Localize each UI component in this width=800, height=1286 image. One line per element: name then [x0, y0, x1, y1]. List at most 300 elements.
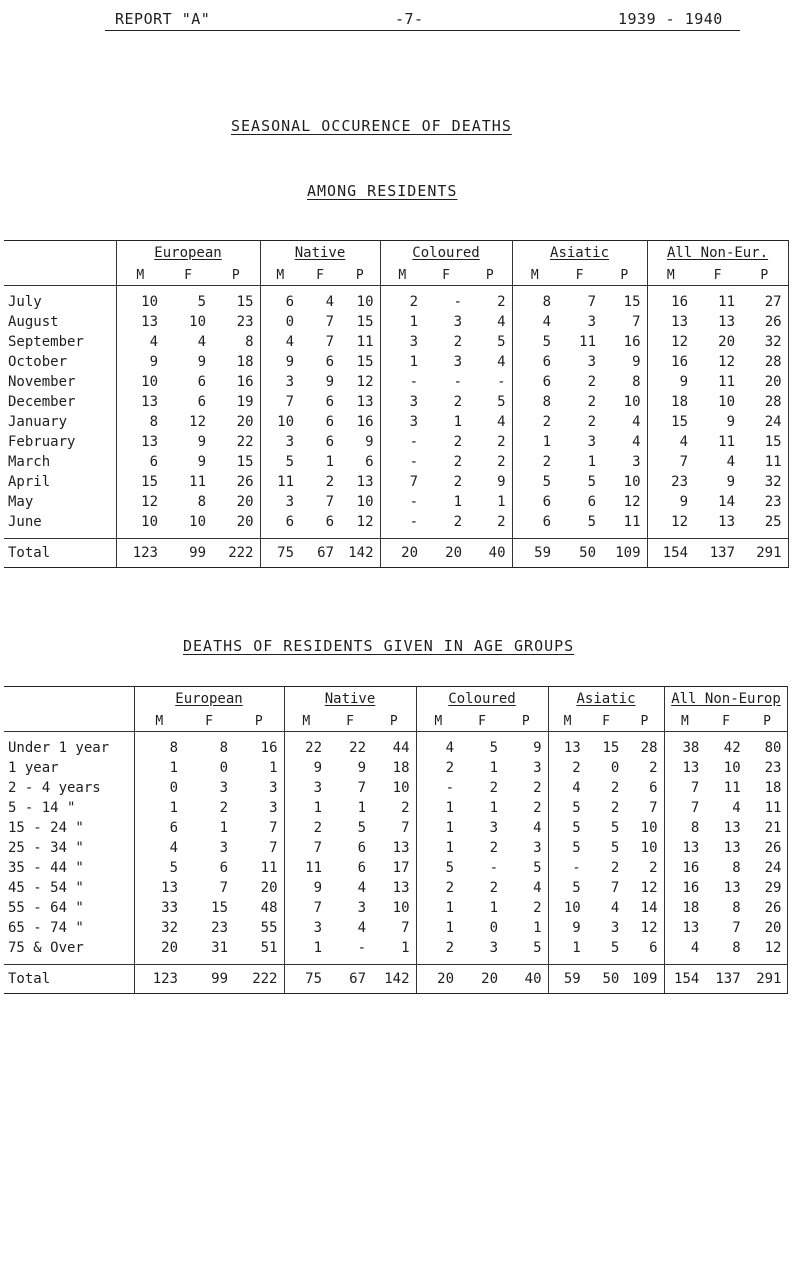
table-cell: 44	[372, 732, 416, 759]
table-cell: 5	[445, 860, 455, 876]
table-cell: 7	[372, 918, 416, 938]
table-cell: -	[409, 494, 419, 510]
table-cell: 16	[234, 732, 284, 759]
total-cell: 137	[694, 539, 741, 568]
table-cell: 11	[723, 780, 741, 796]
table-cell: 7	[234, 818, 284, 838]
table-cell: 11	[602, 512, 647, 539]
total-cell: 67	[328, 965, 372, 994]
table-cell: 9	[325, 374, 334, 390]
table-cell: -	[468, 372, 512, 392]
table-cell: 8	[602, 372, 647, 392]
table-cell: 13	[340, 392, 380, 412]
table-cell: 13	[671, 314, 689, 330]
table-cell: 6	[197, 394, 206, 410]
table-cell: 10	[189, 314, 206, 330]
total-cell: 20	[416, 965, 460, 994]
table-cell: 5	[542, 334, 552, 350]
table-cell: 9	[357, 760, 366, 776]
row-label: August	[4, 312, 116, 332]
table-cell: 9	[679, 494, 689, 510]
total-cell: 20	[460, 965, 504, 994]
table-cell: 12	[625, 878, 664, 898]
table-cell: 4	[197, 334, 206, 350]
table-cell: 7	[610, 880, 620, 896]
table-cell: 3	[453, 314, 463, 330]
table-cell: 5	[504, 858, 548, 878]
table-cell: 16	[682, 880, 700, 896]
table-cell: -	[409, 454, 419, 470]
table-cell: 10	[277, 414, 294, 430]
table-cell: 2	[625, 858, 664, 878]
table-cell: 12	[189, 414, 206, 430]
row-label: 2 - 4 years	[4, 778, 134, 798]
table-cell: 2	[504, 798, 548, 818]
report-years: 1939 - 1940	[618, 10, 723, 28]
table-cell: 29	[747, 878, 788, 898]
table-cell: 3	[489, 940, 499, 956]
total-cell: 154	[647, 539, 694, 568]
table-cell: 26	[741, 312, 788, 332]
sub-header: P	[625, 711, 664, 732]
table-cell: 1	[313, 800, 322, 816]
group-header	[416, 687, 548, 712]
row-label: October	[4, 352, 116, 372]
table-cell: 15	[741, 432, 788, 452]
table-cell: 27	[741, 286, 788, 313]
table-cell: 1	[409, 354, 419, 370]
table-cell: 5	[468, 332, 512, 352]
table-cell: 6	[542, 514, 552, 530]
table-cell: 8	[219, 740, 228, 756]
table-cell: 23	[741, 492, 788, 512]
table-cell: 7	[409, 474, 419, 490]
table-cell: 4	[602, 412, 647, 432]
table-cell: 22	[305, 740, 322, 756]
total-cell: 20	[380, 539, 424, 568]
table-cell: 6	[325, 354, 334, 370]
row-label: 15 - 24 "	[4, 818, 134, 838]
table-cell: 1	[489, 760, 499, 776]
table-cell: 3	[219, 780, 228, 796]
total-cell: 50	[587, 965, 626, 994]
table-cell: 1	[313, 940, 322, 956]
table-cell: 10	[340, 286, 380, 313]
row-label: May	[4, 492, 116, 512]
table-cell: 9	[340, 432, 380, 452]
header-rule	[105, 30, 740, 31]
seasonal-table	[4, 240, 789, 568]
table-cell: 13	[723, 840, 741, 856]
table-row	[4, 838, 788, 858]
table-row	[4, 432, 788, 452]
table-cell: 8	[542, 394, 552, 410]
table-row	[4, 412, 788, 432]
table-cell: 6	[285, 294, 294, 310]
table-cell: 12	[340, 372, 380, 392]
table-row	[4, 778, 788, 798]
table-cell: 26	[747, 898, 788, 918]
table-cell: 9	[285, 354, 294, 370]
table-cell: 10	[340, 492, 380, 512]
table-cell: 2	[489, 840, 499, 856]
table-cell: 18	[747, 778, 788, 798]
table-cell: 8	[149, 414, 158, 430]
table-row	[4, 312, 788, 332]
group-header-label: Native	[294, 245, 346, 261]
table-row	[4, 492, 788, 512]
sub-header: M	[380, 265, 424, 286]
table-cell: 13	[682, 920, 700, 936]
age-title: DEATHS OF RESIDENTS GIVEN IN AGE GROUPS	[183, 637, 575, 655]
table-cell: 2	[453, 514, 463, 530]
row-label: June	[4, 512, 116, 539]
sub-header: P	[212, 265, 260, 286]
table-row	[4, 798, 788, 818]
row-label: 25 - 34 "	[4, 838, 134, 858]
total-cell: 99	[184, 965, 234, 994]
table-cell: 1	[234, 758, 284, 778]
table-cell: 11	[718, 374, 736, 390]
table-cell: 7	[325, 494, 334, 510]
table-row	[4, 918, 788, 938]
table-cell: 15	[340, 312, 380, 332]
table-cell: 7	[372, 818, 416, 838]
table-cell: 20	[161, 940, 178, 956]
table-cell: 32	[161, 920, 178, 936]
table-cell: 3	[219, 840, 228, 856]
table-cell: 1	[445, 820, 455, 836]
table-cell: 2	[542, 414, 552, 430]
table-cell: 15	[211, 900, 228, 916]
sub-header: P	[602, 265, 647, 286]
table-cell: 13	[718, 314, 736, 330]
table-cell: 18	[372, 758, 416, 778]
table-cell: 3	[409, 414, 419, 430]
group-header	[260, 241, 380, 266]
table-cell: 23	[671, 474, 689, 490]
table-cell: 4	[445, 740, 455, 756]
table-cell: 15	[212, 286, 260, 313]
total-label: Total	[4, 965, 134, 994]
row-label: 5 - 14 "	[4, 798, 134, 818]
table-cell: 2	[587, 394, 597, 410]
table-cell: 2	[504, 898, 548, 918]
sub-header: M	[664, 711, 705, 732]
table-cell: 13	[723, 820, 741, 836]
table-cell: 2	[453, 454, 463, 470]
table-cell: 10	[723, 760, 741, 776]
table-cell: 2	[219, 800, 228, 816]
table-cell: 4	[602, 432, 647, 452]
table-cell: 11	[718, 294, 736, 310]
table-cell: 2	[453, 394, 463, 410]
table-cell: 6	[542, 354, 552, 370]
table-cell: 3	[587, 434, 597, 450]
group-header-label: Native	[324, 691, 376, 707]
total-cell: 154	[664, 965, 705, 994]
table-cell: 2	[587, 374, 597, 390]
table-cell: 5	[572, 880, 581, 896]
table-cell: 0	[610, 760, 620, 776]
table-cell: 7	[690, 800, 700, 816]
sub-header: P	[747, 711, 788, 732]
table-cell: 7	[679, 454, 689, 470]
table-cell: 11	[234, 858, 284, 878]
report-label: REPORT "A"	[115, 10, 211, 28]
corner-cell	[4, 711, 134, 732]
table-cell: 10	[602, 472, 647, 492]
table-cell: 18	[682, 900, 700, 916]
table-cell: 20	[212, 492, 260, 512]
table-cell: 12	[747, 938, 788, 965]
table-cell: 4	[542, 314, 552, 330]
table-cell: 5	[572, 820, 581, 836]
table-cell: 6	[325, 394, 334, 410]
table-cell: 10	[602, 392, 647, 412]
sub-header: F	[557, 265, 602, 286]
table-cell: 2	[409, 294, 419, 310]
table-cell: 23	[212, 312, 260, 332]
table-cell: 8	[169, 740, 178, 756]
table-cell: 2	[489, 880, 499, 896]
table-cell: 13	[141, 314, 158, 330]
table-cell: 1	[445, 920, 455, 936]
table-cell: 5	[587, 474, 597, 490]
table-cell: 18	[212, 352, 260, 372]
sub-header: M	[116, 265, 164, 286]
table-cell: 3	[285, 434, 294, 450]
table-cell: 12	[340, 512, 380, 539]
sub-header: M	[284, 711, 328, 732]
table-cell: 4	[149, 334, 158, 350]
table-cell: 2	[372, 798, 416, 818]
table-row	[4, 472, 788, 492]
table-cell: 55	[234, 918, 284, 938]
table-cell: 8	[212, 332, 260, 352]
table-cell: 5	[542, 474, 552, 490]
table-cell: 4	[504, 878, 548, 898]
table-cell: 11	[579, 334, 597, 350]
table-cell: 20	[212, 412, 260, 432]
total-row	[4, 965, 788, 994]
table-cell: 1	[219, 820, 228, 836]
table-cell: 6	[542, 374, 552, 390]
table-cell: 7	[285, 394, 294, 410]
table-cell: 28	[625, 732, 664, 759]
table-cell: 10	[372, 898, 416, 918]
row-label: April	[4, 472, 116, 492]
group-header-label: Coloured	[412, 245, 480, 261]
table-cell: 25	[741, 512, 788, 539]
table-cell: 1	[504, 918, 548, 938]
table-cell: 1	[372, 938, 416, 965]
table-cell: 1	[489, 900, 499, 916]
table-cell: 9	[197, 434, 206, 450]
table-cell: 8	[732, 900, 741, 916]
total-cell: 40	[468, 539, 512, 568]
table-cell: 15	[602, 740, 620, 756]
table-cell: 9	[149, 354, 158, 370]
table-cell: 2	[468, 512, 512, 539]
corner-cell	[4, 265, 116, 286]
table-cell: 7	[587, 294, 597, 310]
table-cell: 11	[305, 860, 322, 876]
table-row	[4, 352, 788, 372]
sub-header: P	[741, 265, 788, 286]
table-cell: 3	[489, 820, 499, 836]
table-cell: 5	[285, 454, 294, 470]
table-cell: -	[445, 780, 455, 796]
table-cell: 38	[682, 740, 700, 756]
table-row	[4, 286, 788, 313]
table-cell: 2	[325, 474, 334, 490]
table-cell: 8	[732, 860, 741, 876]
table-row	[4, 732, 788, 759]
table-cell: 8	[197, 494, 206, 510]
table-cell: 2	[453, 474, 463, 490]
total-cell: 109	[625, 965, 664, 994]
table-cell: -	[453, 374, 463, 390]
table-cell: 2	[489, 780, 499, 796]
table-cell: 11	[189, 474, 206, 490]
seasonal-title: SEASONAL OCCURENCE OF DEATHS	[231, 117, 512, 135]
sub-header: F	[424, 265, 468, 286]
total-cell: 222	[234, 965, 284, 994]
table-cell: 15	[141, 474, 158, 490]
group-header-label: European	[175, 691, 243, 707]
table-cell: 2	[587, 414, 597, 430]
table-cell: 5	[357, 820, 366, 836]
sub-header: F	[460, 711, 504, 732]
total-row	[4, 539, 788, 568]
table-cell: 6	[285, 514, 294, 530]
table-cell: 1	[445, 840, 455, 856]
table-cell: 13	[718, 514, 736, 530]
sub-header: M	[416, 711, 460, 732]
table-cell: 3	[285, 374, 294, 390]
table-cell: 16	[340, 412, 380, 432]
table-cell: 28	[741, 392, 788, 412]
table-cell: 51	[234, 938, 284, 965]
total-cell: 59	[512, 539, 557, 568]
total-cell: 40	[504, 965, 548, 994]
table-cell: 5	[610, 820, 620, 836]
table-cell: 0	[285, 314, 294, 330]
row-label: July	[4, 286, 116, 313]
table-cell: 6	[542, 494, 552, 510]
table-cell: 5	[468, 392, 512, 412]
table-row	[4, 818, 788, 838]
row-label: January	[4, 412, 116, 432]
table-cell: 3	[234, 778, 284, 798]
sub-header: M	[647, 265, 694, 286]
table-cell: 6	[169, 820, 178, 836]
table-cell: 2	[445, 760, 455, 776]
table-cell: 22	[212, 432, 260, 452]
table-cell: 12	[718, 354, 736, 370]
table-cell: 9	[572, 920, 581, 936]
table-cell: 4	[468, 312, 512, 332]
group-header-label: Coloured	[448, 691, 516, 707]
total-cell: 291	[741, 539, 788, 568]
seasonal-subtitle: AMONG RESIDENTS	[307, 182, 458, 200]
table-cell: 4	[610, 900, 620, 916]
table-cell: 10	[141, 514, 158, 530]
table-cell: 3	[453, 354, 463, 370]
table-row	[4, 898, 788, 918]
table-cell: 4	[572, 780, 581, 796]
table-row	[4, 452, 788, 472]
table-cell: 3	[587, 314, 597, 330]
table-cell: 4	[169, 840, 178, 856]
table-cell: 3	[285, 494, 294, 510]
table-cell: 13	[682, 760, 700, 776]
total-cell: 137	[705, 965, 746, 994]
table-cell: 20	[718, 334, 736, 350]
table-cell: 3	[313, 920, 322, 936]
table-cell: 5	[197, 294, 206, 310]
row-label: 1 year	[4, 758, 134, 778]
table-cell: 8	[542, 294, 552, 310]
table-cell: 26	[212, 472, 260, 492]
table-cell: 1	[325, 454, 334, 470]
table-cell: 12	[625, 918, 664, 938]
total-cell: 123	[116, 539, 164, 568]
table-cell: 0	[489, 920, 499, 936]
sub-header: M	[260, 265, 300, 286]
sub-header: P	[504, 711, 548, 732]
table-cell: 2	[313, 820, 322, 836]
table-cell: 0	[219, 760, 228, 776]
row-label: February	[4, 432, 116, 452]
table-cell: 48	[234, 898, 284, 918]
sub-header: P	[340, 265, 380, 286]
table-cell: 12	[671, 514, 689, 530]
table-cell: 7	[625, 798, 664, 818]
sub-header: F	[184, 711, 234, 732]
table-cell: 5	[504, 938, 548, 965]
table-cell: 6	[357, 840, 366, 856]
sub-header: F	[164, 265, 212, 286]
table-cell: 9	[679, 374, 689, 390]
table-row	[4, 938, 788, 965]
table-row	[4, 512, 788, 539]
table-cell: 42	[723, 740, 741, 756]
table-cell: 7	[690, 780, 700, 796]
table-cell: 5	[489, 740, 499, 756]
table-cell: 4	[468, 412, 512, 432]
row-label: September	[4, 332, 116, 352]
group-header-label: Asiatic	[550, 245, 610, 261]
table-cell: 16	[602, 332, 647, 352]
table-cell: 13	[372, 878, 416, 898]
table-cell: 3	[409, 334, 419, 350]
table-row	[4, 372, 788, 392]
table-cell: -	[409, 514, 419, 530]
table-cell: 10	[372, 778, 416, 798]
sub-header: F	[300, 265, 340, 286]
table-cell: 4	[690, 940, 700, 956]
table-cell: 6	[197, 374, 206, 390]
table-cell: 16	[671, 354, 689, 370]
row-label: March	[4, 452, 116, 472]
table-cell: 0	[169, 780, 178, 796]
table-cell: 11	[277, 474, 294, 490]
table-cell: 20	[747, 918, 788, 938]
sub-header: P	[468, 265, 512, 286]
table-cell: 11	[340, 332, 380, 352]
